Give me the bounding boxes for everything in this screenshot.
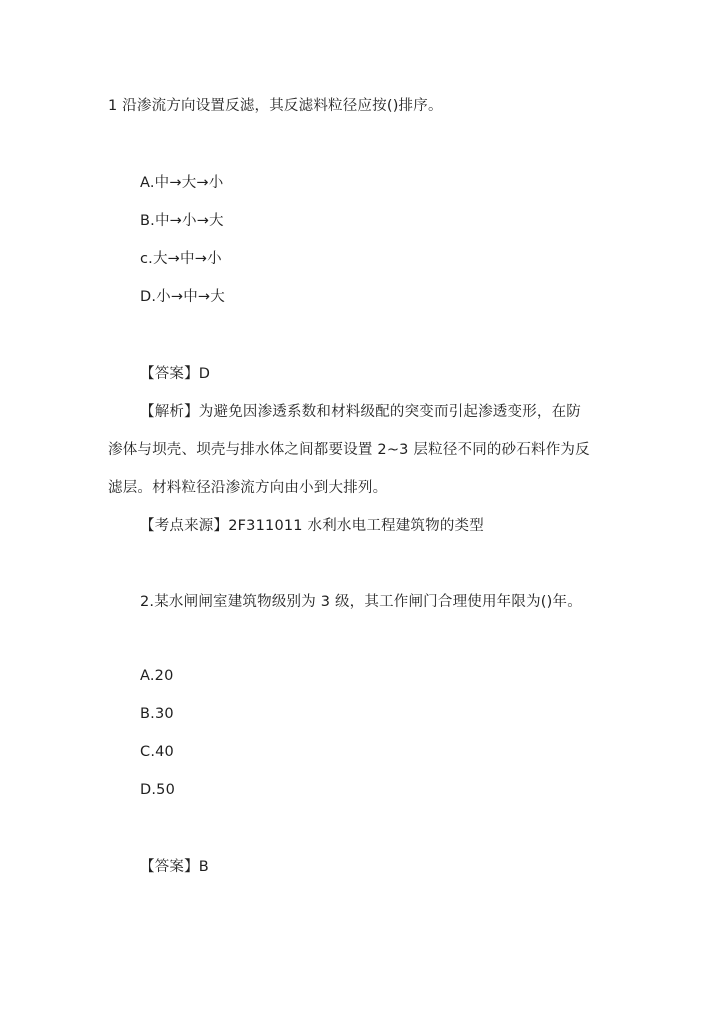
question-1-option-b: B.中→小→大	[140, 213, 224, 229]
question-2-answer: 【答案】B	[140, 859, 209, 875]
question-1-stem: 1 沿渗流方向设置反滤，其反滤料粒径应按()排序。	[108, 98, 443, 114]
question-1-option-a: A.中→大→小	[140, 175, 224, 191]
question-1-option-d: D.小→中→大	[140, 289, 225, 305]
question-2-option-d: D.50	[140, 782, 176, 798]
question-1-answer: 【答案】D	[140, 366, 211, 382]
question-1-analysis-line-1: 【解析】为避免因渗透系数和材料级配的突变而引起渗透变形，在防	[140, 404, 581, 420]
question-1-analysis-line-3: 滤层。材料粒径沿渗流方向由小到大排列。	[108, 480, 388, 496]
question-2-stem: 2.某水闸闸室建筑物级别为 3 级，其工作闸门合理使用年限为()年。	[140, 594, 582, 610]
question-2-option-a: A.20	[140, 668, 174, 684]
question-2-option-b: B.30	[140, 706, 174, 722]
question-2-option-c: C.40	[140, 744, 174, 760]
question-1-source: 【考点来源】2F311011 水利水电工程建筑物的类型	[140, 518, 484, 534]
question-1-analysis-line-2: 渗体与坝壳、坝壳与排水体之间都要设置 2~3 层粒径不同的砂石料作为反	[108, 442, 590, 458]
question-1-option-c: c.大→中→小	[140, 251, 222, 267]
